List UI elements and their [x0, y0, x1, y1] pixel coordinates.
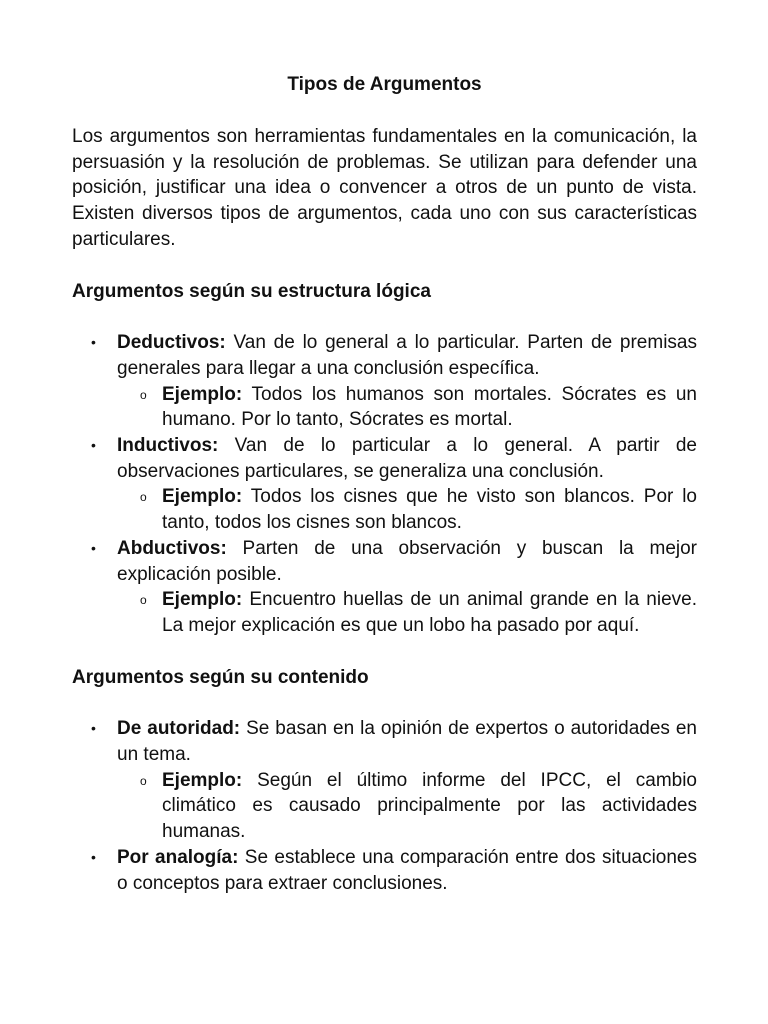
- example-list: [117, 768, 697, 845]
- example-text: Según el último informe del IPCC, el cambio climático es causado principalmente por las actividades humanas.: [162, 769, 697, 843]
- term-description: Van de lo general a lo particular. Parten de premisas generales para llegar a una conclusión específica.: [117, 332, 697, 379]
- example-item: [117, 587, 697, 638]
- list-item-abductivos: [72, 536, 697, 639]
- example-list: [117, 484, 697, 535]
- term-description: Se establece una comparación entre dos situaciones o conceptos para extraer conclusiones.: [117, 846, 697, 894]
- term-label: Abductivos:: [117, 537, 227, 559]
- bullet-icon: •: [91, 848, 96, 865]
- example-label: Ejemplo:: [162, 486, 243, 508]
- example-list: [117, 382, 697, 433]
- example-label: Ejemplo:: [162, 769, 243, 791]
- example-label: Ejemplo:: [162, 383, 243, 405]
- example-text: Todos los humanos son mortales. Sócrates es un humano. Por lo tanto, Sócrates es mortal.: [162, 383, 697, 431]
- document-page: [72, 72, 697, 896]
- sub-bullet-icon: o: [140, 490, 147, 505]
- bullet-icon: •: [91, 720, 96, 737]
- bullet-icon: •: [91, 539, 96, 556]
- sub-bullet-icon: o: [140, 593, 147, 608]
- term-label: De autoridad:: [117, 718, 241, 740]
- term-label: Inductivos:: [117, 435, 219, 457]
- example-item: [117, 484, 697, 535]
- section-heading-estructura: Argumentos según su estructura lógica: [72, 280, 431, 302]
- term-label: Por analogía:: [117, 846, 239, 868]
- section-heading-contenido: Argumentos según su contenido: [72, 666, 369, 688]
- example-label: Ejemplo:: [162, 589, 243, 611]
- example-text: Encuentro huellas de un animal grande en la nieve. La mejor explicación es que un lobo ha pasado por aquí.: [162, 589, 697, 636]
- list-item-inductivos: [72, 433, 697, 536]
- example-text: Todos los cisnes que he visto son blancos. Por lo tanto, todos los cisnes son blancos.: [162, 486, 697, 534]
- argument-list-estructura: [72, 330, 697, 638]
- term-description: Van de lo particular a lo general. A partir de observaciones particulares, se generaliza una conclusión.: [117, 435, 697, 482]
- example-item: [117, 768, 697, 845]
- sub-bullet-icon: o: [140, 773, 147, 788]
- example-list: [117, 587, 697, 638]
- bullet-icon: •: [91, 334, 96, 351]
- example-item: [117, 382, 697, 433]
- list-item-analogia: [72, 845, 697, 896]
- bullet-icon: •: [91, 437, 96, 454]
- list-item-autoridad: [72, 716, 697, 845]
- intro-paragraph: Los argumentos son herramientas fundamentales en la comunicación, la persuasión y la resolución de problemas. Se utilizan para defender una posición, justificar una idea o convencer a otros de un punto de vista. Existen diversos tipos de argumentos, cada uno con sus características particulares.: [72, 126, 697, 250]
- sub-bullet-icon: o: [140, 387, 147, 402]
- term-label: Deductivos:: [117, 332, 226, 354]
- document-title: Tipos de Argumentos: [287, 74, 482, 95]
- list-item-deductivos: [72, 330, 697, 433]
- argument-list-contenido: [72, 716, 697, 896]
- term-description: Se basan en la opinión de expertos o autoridades en un tema.: [117, 718, 697, 766]
- term-description: Parten de una observación y buscan la mejor explicación posible.: [117, 537, 697, 585]
